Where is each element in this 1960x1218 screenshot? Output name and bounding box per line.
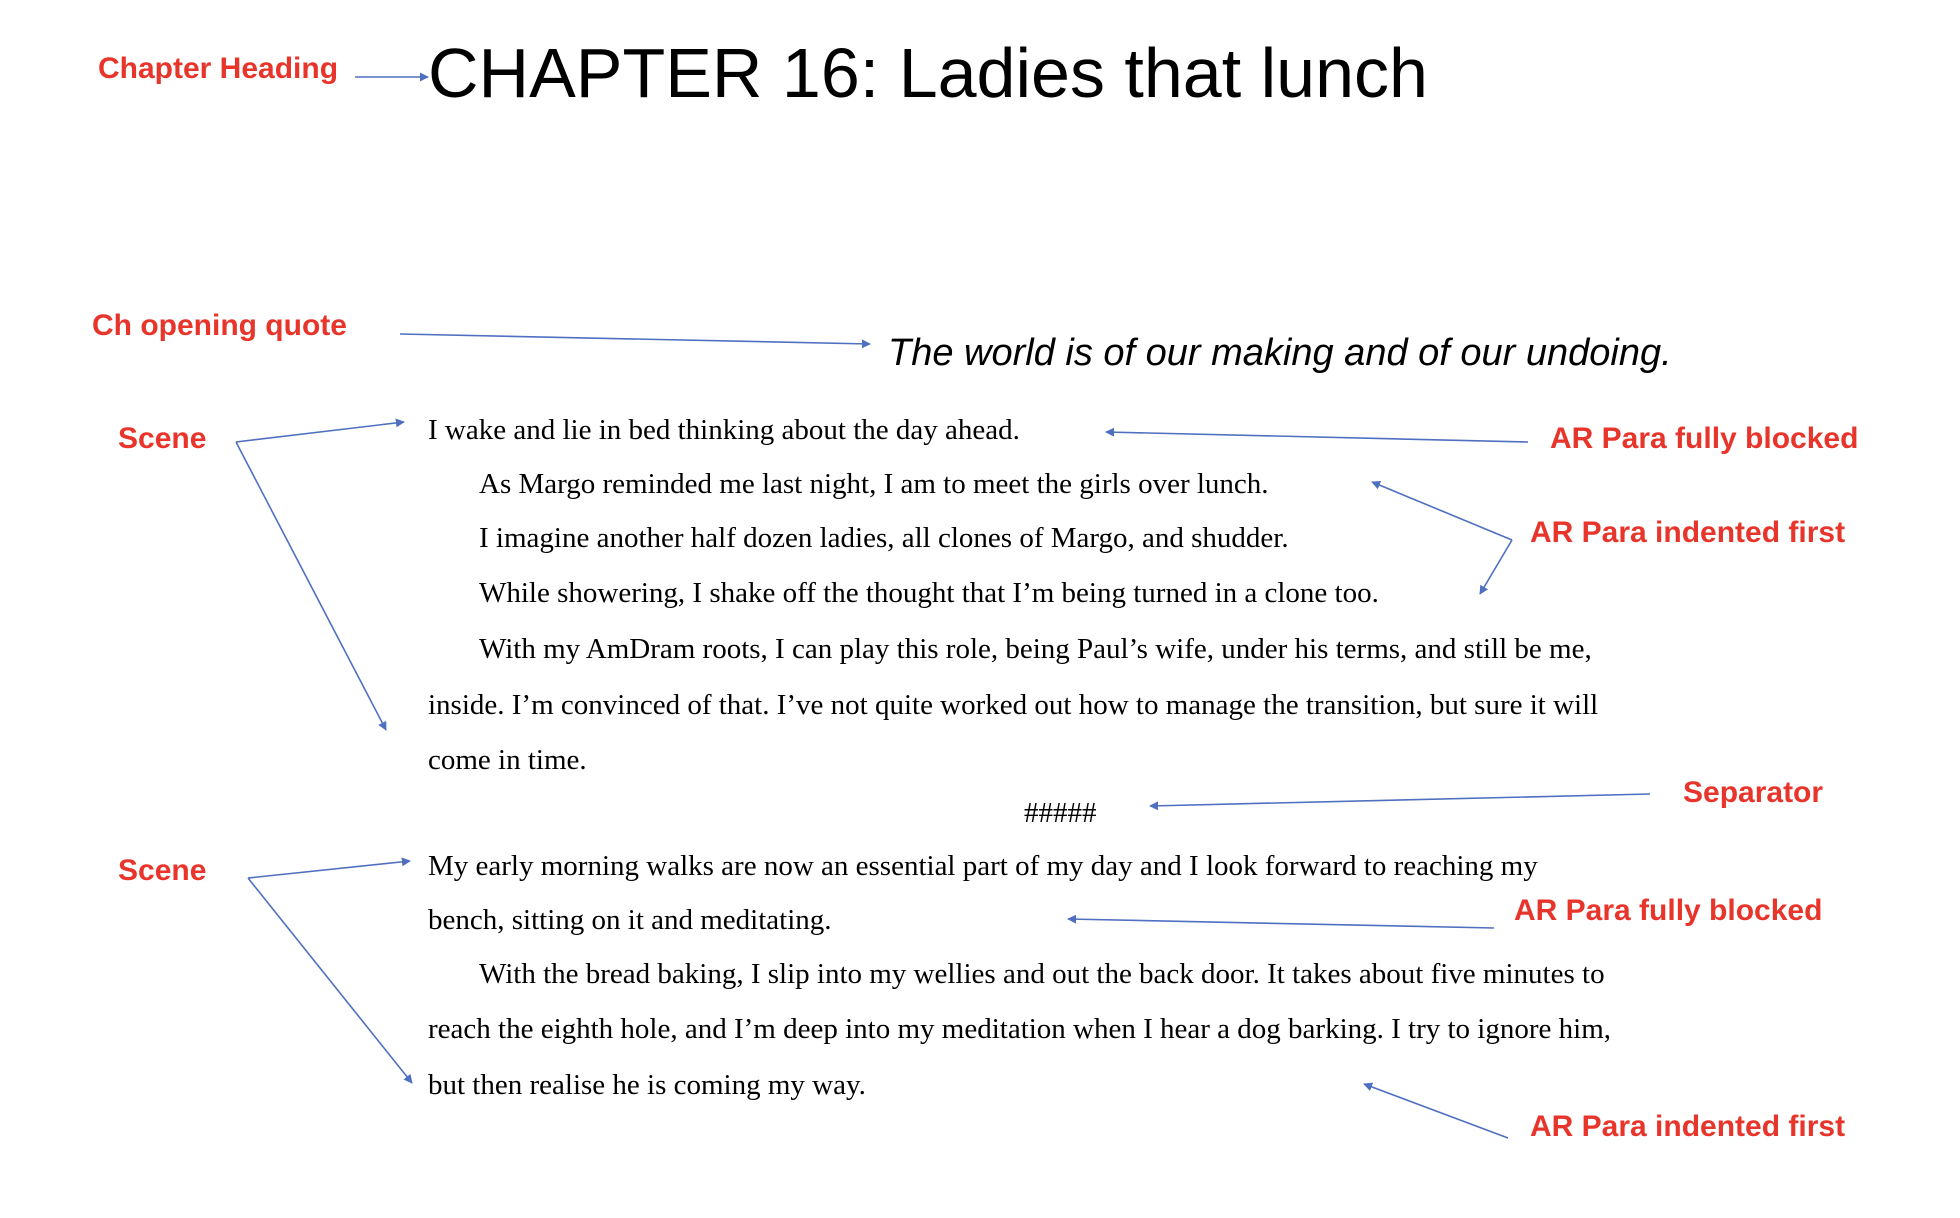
scene2-blocked-paragraph-line: My early morning walks are now an essential part of my day and I look forward to reaching my [428, 850, 1538, 882]
arrow-scene2-end [248, 878, 412, 1083]
chapter-heading: CHAPTER 16: Ladies that lunch [428, 34, 1428, 112]
annotation-scene: Scene [118, 422, 207, 455]
scene2-indented-paragraph-line: but then realise he is coming my way. [428, 1069, 866, 1101]
arrow-opening-quote [400, 334, 870, 344]
scene1-blocked-paragraph: I wake and lie in bed thinking about the day ahead. [428, 414, 1020, 446]
arrow-separator [1150, 794, 1650, 806]
arrow-para-indented-1b [1480, 540, 1512, 594]
scene1-long-paragraph-line: With my AmDram roots, I can play this role, being Paul’s wife, under his terms, and still be me, [479, 633, 1592, 665]
scene2-blocked-paragraph-line: bench, sitting on it and meditating. [428, 904, 832, 936]
arrow-para-blocked-2 [1068, 919, 1494, 928]
scene1-indented-paragraph: While showering, I shake off the thought that I’m being turned in a clone too. [479, 577, 1379, 609]
annotation-scene: Scene [118, 854, 207, 887]
arrow-scene2-start [248, 861, 410, 878]
arrow-para-indented-2 [1364, 1084, 1508, 1138]
arrow-para-indented-1a [1372, 482, 1512, 540]
scene-separator: ##### [1024, 797, 1097, 829]
annotation-para-fully-blocked: AR Para fully blocked [1514, 894, 1823, 927]
scene2-indented-paragraph-line: reach the eighth hole, and I’m deep into my meditation when I hear a dog barking. I try to ignore him, [428, 1013, 1612, 1045]
annotation-chapter-heading: Chapter Heading [98, 52, 339, 85]
arrow-scene1-start [236, 422, 404, 442]
annotation-para-fully-blocked: AR Para fully blocked [1550, 422, 1859, 455]
scene1-indented-paragraph: I imagine another half dozen ladies, all clones of Margo, and shudder. [479, 522, 1289, 554]
annotation-para-indented-first: AR Para indented first [1530, 516, 1846, 549]
chapter-opening-quote: The world is of our making and of our undoing. [888, 332, 1672, 374]
scene1-indented-paragraph: As Margo reminded me last night, I am to meet the girls over lunch. [479, 468, 1269, 500]
scene2-indented-paragraph-line: With the bread baking, I slip into my wellies and out the back door. It takes about five minutes to [479, 958, 1605, 990]
annotation-para-indented-first: AR Para indented first [1530, 1110, 1846, 1143]
scene1-long-paragraph-line: come in time. [428, 744, 587, 776]
annotation-opening-quote: Ch opening quote [92, 309, 347, 342]
arrow-para-blocked-1 [1106, 432, 1528, 442]
scene1-long-paragraph-line: inside. I’m convinced of that. I’ve not quite worked out how to manage the transition, but sure it will [428, 689, 1599, 721]
arrow-scene1-end [236, 442, 386, 730]
annotation-separator: Separator [1683, 776, 1824, 809]
